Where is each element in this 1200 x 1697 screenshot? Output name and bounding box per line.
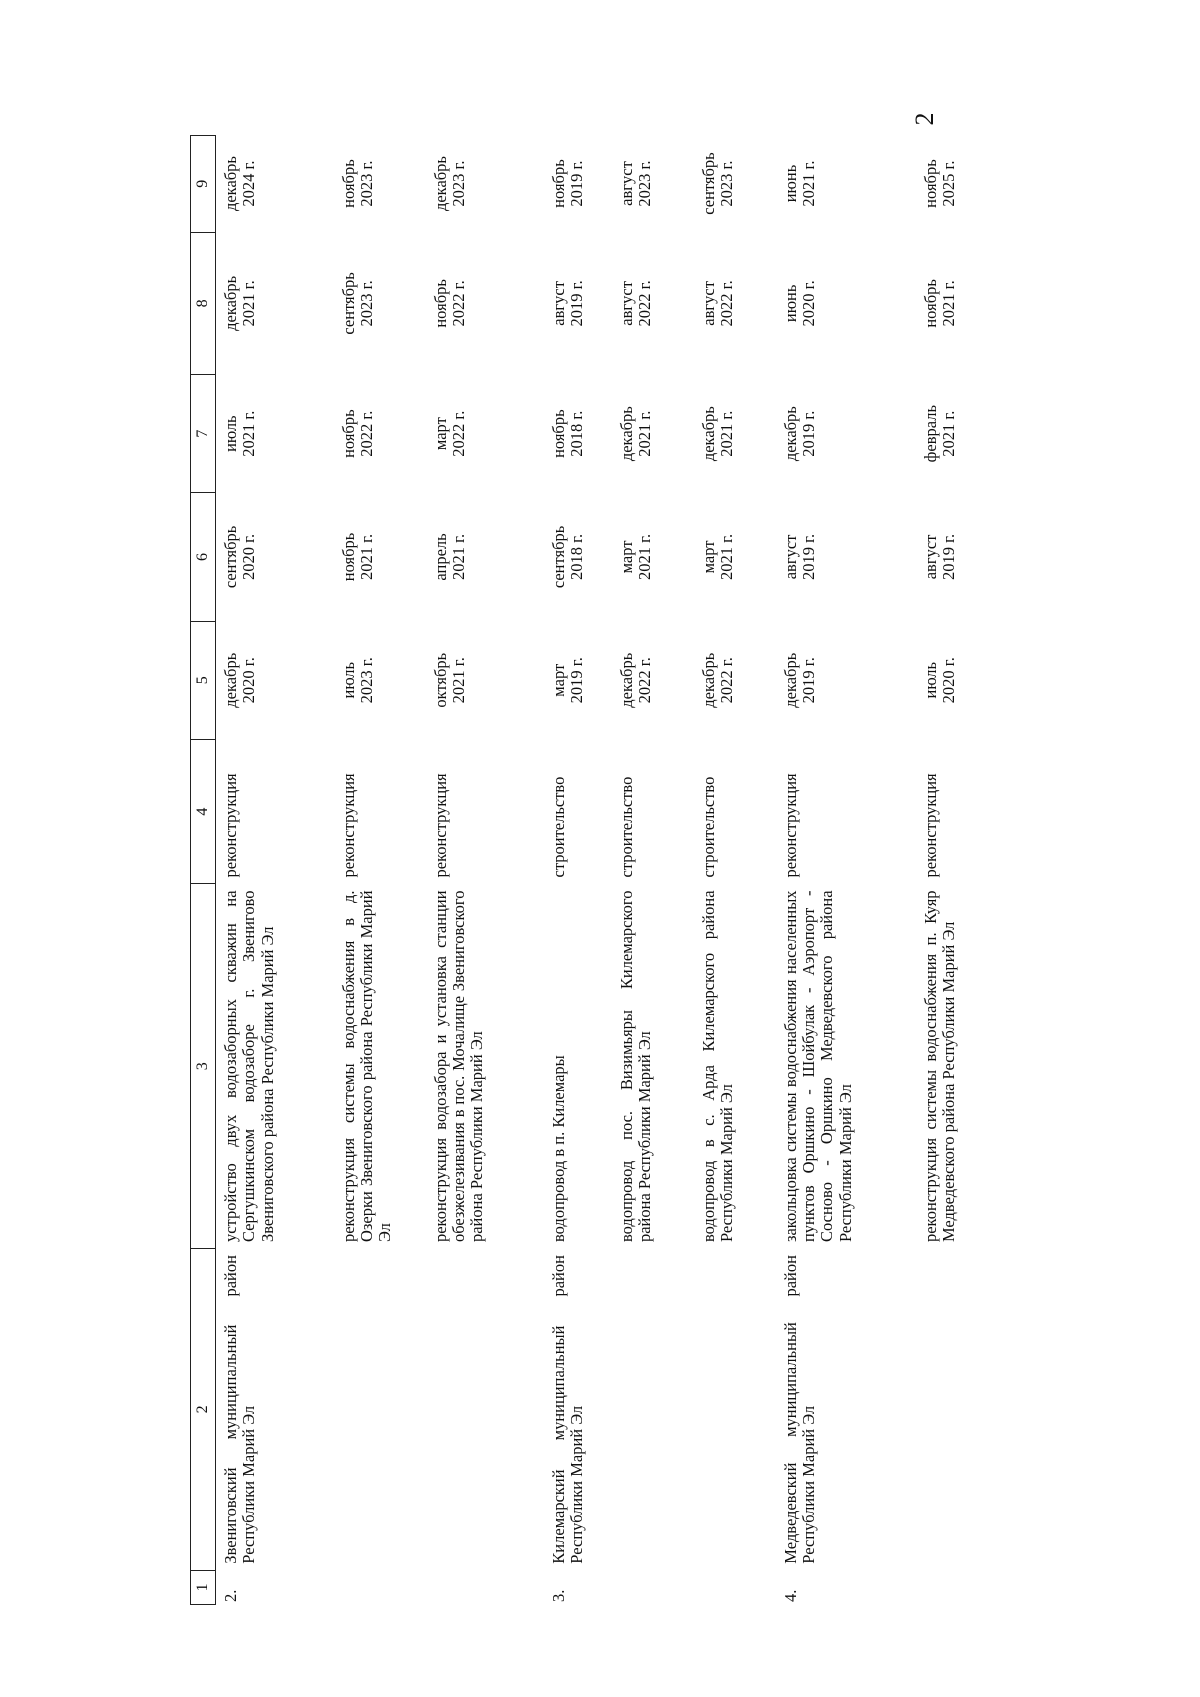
date-cell-c9 (612, 136, 694, 233)
date-month: сентябрь (548, 525, 568, 589)
date-month: ноябрь (548, 159, 568, 208)
date-year: 2023 г. (356, 280, 376, 327)
date-month: апрель (430, 533, 450, 581)
row-number (694, 1570, 776, 1604)
date-year: 2022 г. (448, 280, 468, 327)
date-month: декабрь (616, 652, 636, 708)
date-month: август (780, 534, 800, 580)
date-year: 2024 г. (239, 160, 259, 207)
object-cell: водопровод в с. Арда Килемарского района Республики Марий Эл (698, 890, 736, 1243)
object-cell: закольцовка системы водоснабжения населенных пунктов Оршкино - Шойбулак - Аэропорт - Сосново - Оршкино Медведевского района Республики Марий Эл (780, 890, 855, 1243)
date-cell-c9 (776, 136, 916, 233)
date-year: 2021 г. (798, 160, 818, 207)
date-month: март (430, 417, 450, 451)
date-cell-c7 (612, 375, 694, 493)
date-month: март (698, 540, 718, 574)
table-row (216, 136, 334, 1605)
date-year: 2019 г. (566, 280, 586, 327)
header-cell: 2 (191, 1249, 216, 1571)
date-month: июнь (780, 164, 800, 203)
date-year: 2022 г. (634, 657, 654, 704)
date-year: 2019 г. (798, 410, 818, 457)
date-month: ноябрь (920, 279, 940, 328)
date-cell-c7 (776, 375, 916, 493)
date-month: сентябрь (338, 272, 358, 335)
date-cell-c6 (426, 493, 544, 622)
district-cell: Килемарский муниципальный район Республики Марий Эл (548, 1255, 586, 1564)
date-year: 2021 г. (634, 533, 654, 581)
date-month: декабрь (221, 275, 240, 331)
row-number: 3. (548, 1589, 568, 1602)
date-cell-c8 (426, 232, 544, 375)
date-month: декабрь (780, 406, 800, 462)
date-year: 2023 г. (356, 657, 376, 704)
date-month: ноябрь (920, 159, 940, 208)
header-cell: 5 (191, 621, 216, 739)
work-type-cell: реконструкция (780, 773, 800, 878)
date-month: ноябрь (430, 279, 450, 328)
district-cell (916, 1249, 1026, 1571)
date-month: декабрь (221, 156, 240, 212)
date-year: 2021 г. (938, 410, 958, 457)
header-cell: 8 (191, 232, 216, 375)
date-cell-c6 (334, 493, 426, 622)
date-cell-c5 (612, 621, 694, 739)
date-year: 2021 г. (448, 657, 468, 704)
date-month: февраль (920, 405, 940, 463)
page-number: 2 (910, 112, 939, 126)
date-year: 2021 г. (239, 410, 259, 457)
date-month: август (616, 161, 636, 206)
date-month: декабрь (430, 156, 450, 212)
date-cell-c9 (216, 136, 334, 233)
row-number: 2. (221, 1589, 240, 1602)
date-cell-c9 (334, 136, 426, 233)
date-cell-c6 (916, 493, 1026, 622)
row-number (334, 1570, 426, 1604)
date-cell-c5 (776, 621, 916, 739)
date-cell-c7 (334, 375, 426, 493)
date-year: 2021 г. (239, 280, 259, 327)
header-cell: 3 (191, 884, 216, 1249)
work-type-cell: реконструкция (338, 773, 358, 878)
date-cell-c8 (544, 232, 612, 375)
header-row (191, 136, 216, 1605)
date-month: март (616, 540, 636, 574)
date-cell-c9 (426, 136, 544, 233)
date-month: март (548, 663, 568, 697)
date-cell-c7 (544, 375, 612, 493)
object-cell: реконструкция водозабора и установка станции обезжелезивания в пос. Мочалище Звениговского района Республики Марий Эл (430, 890, 487, 1243)
table-row (694, 136, 776, 1605)
date-year: 2025 г. (938, 160, 958, 207)
date-month: октябрь (430, 652, 450, 708)
table-row (776, 136, 916, 1605)
date-cell-c5 (334, 621, 426, 739)
date-cell-c8 (916, 232, 1026, 375)
work-type-cell: реконструкция (221, 773, 240, 878)
date-cell-c5 (216, 621, 334, 739)
district-cell (334, 1249, 426, 1571)
date-month: июль (920, 662, 940, 699)
date-cell-c9 (544, 136, 612, 233)
date-cell-c7 (694, 375, 776, 493)
table-row (916, 136, 1026, 1605)
header-cell: 4 (191, 739, 216, 884)
date-year: 2019 г. (938, 533, 958, 581)
district-cell: Звениговский муниципальный район Республики Марий Эл (221, 1255, 259, 1564)
date-month: июль (221, 415, 240, 452)
date-year: 2018 г. (566, 410, 586, 457)
date-cell-c6 (694, 493, 776, 622)
object-cell: устройство двух водозаборных скважин на Сергушкинском водозаборе г. Звенигово Звениговского района Республики Марий Эл (221, 890, 277, 1243)
date-year: 2021 г. (716, 533, 736, 581)
date-year: 2023 г. (448, 160, 468, 207)
date-month: ноябрь (338, 409, 358, 458)
date-year: 2021 г. (716, 410, 736, 457)
date-cell-c7 (426, 375, 544, 493)
date-cell-c8 (694, 232, 776, 375)
date-cell-c6 (776, 493, 916, 622)
work-type-cell: реконструкция (920, 773, 940, 878)
district-cell (612, 1249, 694, 1571)
date-cell-c9 (694, 136, 776, 233)
date-year: 2022 г. (716, 280, 736, 327)
date-month: сентябрь (221, 525, 240, 589)
date-cell-c8 (216, 232, 334, 375)
date-month: ноябрь (338, 159, 358, 208)
row-number (612, 1570, 694, 1604)
date-month: декабрь (780, 652, 800, 708)
date-month: ноябрь (548, 409, 568, 458)
date-cell-c5 (426, 621, 544, 739)
district-cell (426, 1249, 544, 1571)
date-month: сентябрь (698, 152, 718, 215)
date-year: 2023 г. (356, 160, 376, 207)
district-cell: Медведевский муниципальный район Республики Марий Эл (780, 1255, 818, 1564)
date-month: декабрь (698, 652, 718, 708)
object-cell: водопровод пос. Визимьяры Килемарского района Республики Марий Эл (616, 890, 654, 1243)
header-cell: 6 (191, 493, 216, 622)
row-number (426, 1570, 544, 1604)
date-month: декабрь (616, 406, 636, 462)
date-month: декабрь (698, 406, 718, 462)
date-cell-c8 (612, 232, 694, 375)
header-cell: 7 (191, 375, 216, 493)
date-month: август (698, 281, 718, 326)
row-number: 4. (780, 1589, 800, 1602)
date-year: 2019 г. (566, 160, 586, 207)
date-month: август (548, 281, 568, 326)
header-cell: 1 (191, 1570, 216, 1604)
object-cell: водопровод в п. Килемары (548, 1055, 568, 1243)
date-month: июнь (780, 284, 800, 323)
date-year: 2019 г. (798, 657, 818, 704)
object-cell: реконструкция системы водоснабжения п. Куяр Медведевского района Республики Марий Эл (920, 890, 958, 1243)
work-type-cell: строительство (548, 776, 568, 878)
date-year: 2022 г. (448, 410, 468, 457)
date-year: 2020 г. (938, 657, 958, 704)
schedule-table (190, 135, 1026, 1605)
table-row (612, 136, 694, 1605)
date-cell-c5 (694, 621, 776, 739)
date-cell-c8 (776, 232, 916, 375)
date-cell-c7 (916, 375, 1026, 493)
date-cell-c6 (216, 493, 334, 622)
district-cell (694, 1249, 776, 1571)
date-cell-c6 (612, 493, 694, 622)
date-year: 2019 г. (566, 657, 586, 704)
document-sheet (190, 135, 957, 1605)
date-cell-c5 (916, 621, 1026, 739)
table-row (426, 136, 544, 1605)
date-year: 2022 г. (356, 410, 376, 457)
date-cell-c6 (544, 493, 612, 622)
work-type-cell: строительство (698, 776, 718, 878)
date-month: июль (338, 662, 358, 699)
date-month: август (616, 281, 636, 326)
date-year: 2022 г. (716, 657, 736, 704)
date-month: август (920, 534, 940, 580)
row-number (916, 1570, 1026, 1604)
date-year: 2018 г. (566, 533, 586, 581)
date-year: 2023 г. (634, 160, 654, 207)
table-row (334, 136, 426, 1605)
date-year: 2020 г. (798, 280, 818, 327)
date-year: 2020 г. (239, 533, 259, 581)
header-cell: 9 (191, 136, 216, 233)
date-month: декабрь (221, 652, 240, 708)
work-type-cell: строительство (616, 776, 636, 878)
date-year: 2019 г. (798, 533, 818, 581)
work-type-cell: реконструкция (430, 773, 450, 878)
date-year: 2021 г. (938, 280, 958, 327)
date-year: 2023 г. (716, 160, 736, 207)
date-cell-c5 (544, 621, 612, 739)
date-year: 2022 г. (634, 280, 654, 327)
date-month: ноябрь (338, 532, 358, 582)
date-year: 2021 г. (356, 533, 376, 581)
date-cell-c8 (334, 232, 426, 375)
table-row (544, 136, 612, 1605)
date-year: 2021 г. (448, 533, 468, 581)
date-year: 2021 г. (634, 410, 654, 457)
object-cell: реконструкция системы водоснабжения в д. Озерки Звениговского района Республики Марий Эл (338, 890, 395, 1243)
date-year: 2020 г. (239, 657, 259, 704)
date-cell-c7 (216, 375, 334, 493)
date-cell-c9 (916, 136, 1026, 233)
